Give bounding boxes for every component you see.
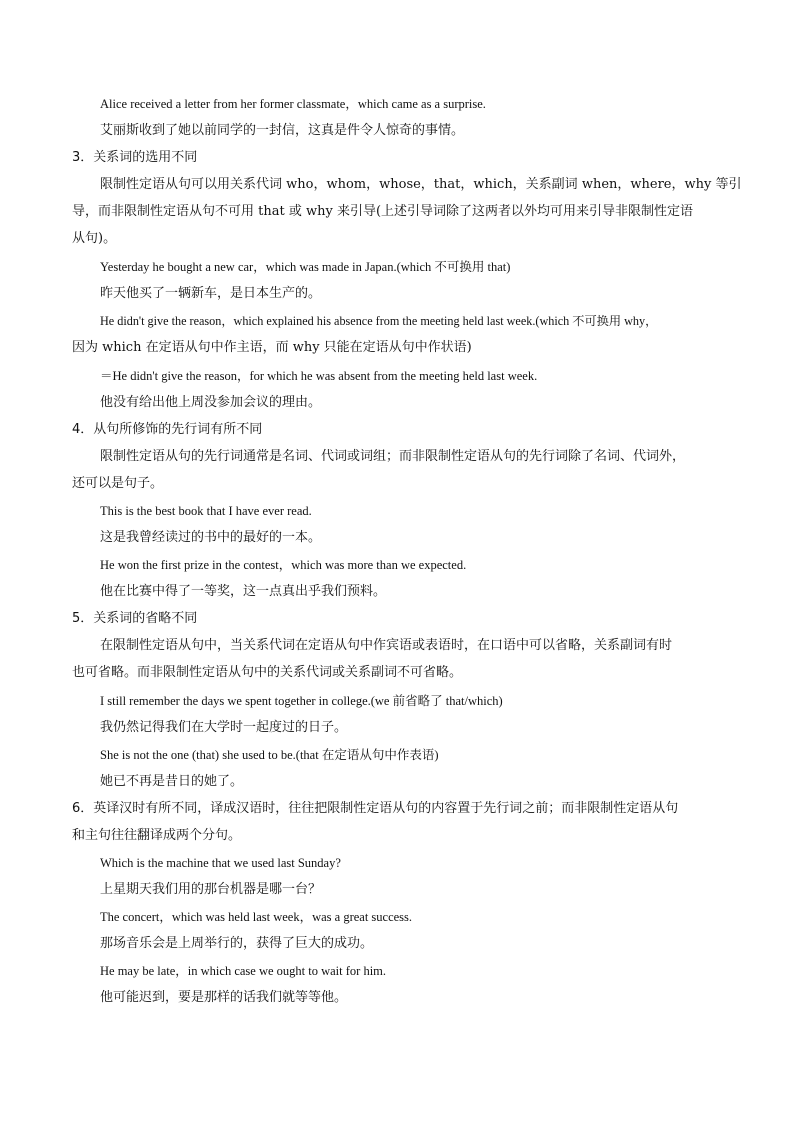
body-text: 还可以是句子。 — [72, 476, 164, 491]
body-text: 限制性定语从句可以用关系代词 who，whom，whose，that，which，关系副词 when，where，why 等引 — [100, 177, 742, 192]
example-translation-zh: 她已不再是昔日的她了。 — [100, 774, 244, 789]
example-translation-zh: 那场音乐会是上周举行的，获得了巨大的成功。 — [100, 936, 374, 951]
example-sentence-en: I still remember the days we spent together in college.(we 前省略了 that/which) — [100, 694, 503, 708]
example-sentence-en: This is the best book that I have ever read. — [100, 504, 312, 518]
example-translation-zh: 他在比赛中得了一等奖，这一点真出乎我们预料。 — [100, 584, 387, 599]
example-translation-zh: 他可能迟到，要是那样的话我们就等等他。 — [100, 990, 348, 1005]
example-translation-zh: 我仍然记得我们在大学时一起度过的日子。 — [100, 720, 348, 735]
example-sentence-en: Which is the machine that we used last Sunday? — [100, 856, 341, 870]
example-sentence-en: He didn't give the reason，which explained his absence from the meeting held last week.(which 不可换用 why， — [100, 314, 658, 328]
section-heading: 6．英译汉时有所不同，译成汉语时，往往把限制性定语从句的内容置于先行词之前；而非限制性定语从句 — [72, 801, 679, 816]
body-text: 限制性定语从句的先行词通常是名词、代词或词组；而非限制性定语从句的先行词除了名词、代词外， — [100, 449, 686, 464]
example-translation-zh: 昨天他买了一辆新车，是日本生产的。 — [100, 286, 322, 301]
example-translation-zh: 这是我曾经读过的书中的最好的一本。 — [100, 530, 322, 545]
body-text: 因为 which 在定语从句中作主语，而 why 只能在定语从句中作状语) — [72, 340, 472, 355]
example-translation-zh: 他没有给出他上周没参加会议的理由。 — [100, 395, 322, 410]
body-text: 在限制性定语从句中，当关系代词在定语从句中作宾语或表语时，在口语中可以省略，关系副词有时 — [100, 638, 673, 653]
example-sentence-en: ＝He didn't give the reason，for which he was absent from the meeting held last week. — [100, 369, 538, 383]
example-sentence-en: The concert，which was held last week，was a great success. — [100, 910, 413, 924]
section-heading: 5．关系词的省略不同 — [72, 611, 198, 626]
example-sentence-en: Alice received a letter from her former classmate，which came as a surprise. — [100, 97, 486, 111]
section-heading: 4．从句所修饰的先行词有所不同 — [72, 422, 263, 437]
example-sentence-en: He won the first prize in the contest，which was more than we expected. — [100, 558, 467, 572]
example-sentence-en: She is not the one (that) she used to be.(that 在定语从句中作表语) — [100, 748, 439, 762]
section-heading: 3．关系词的选用不同 — [72, 150, 198, 165]
example-sentence-en: Yesterday he bought a new car，which was made in Japan.(which 不可换用 that) — [100, 260, 511, 274]
body-text: 导，而非限制性定语从句不可用 that 或 why 来引导(上述引导词除了这两者以外均可用来引导非限制性定语 — [72, 204, 694, 219]
body-text: 也可省略。而非限制性定语从句中的关系代词或关系副词不可省略。 — [72, 665, 463, 680]
example-translation-zh: 艾丽斯收到了她以前同学的一封信，这真是件令人惊奇的事情。 — [100, 123, 465, 138]
example-sentence-en: He may be late，in which case we ought to wait for him. — [100, 964, 387, 978]
example-translation-zh: 上星期天我们用的那台机器是哪一台？ — [100, 882, 322, 897]
body-text: 从句)。 — [72, 231, 117, 246]
body-text: 和主句往往翻译成两个分句。 — [72, 828, 242, 843]
